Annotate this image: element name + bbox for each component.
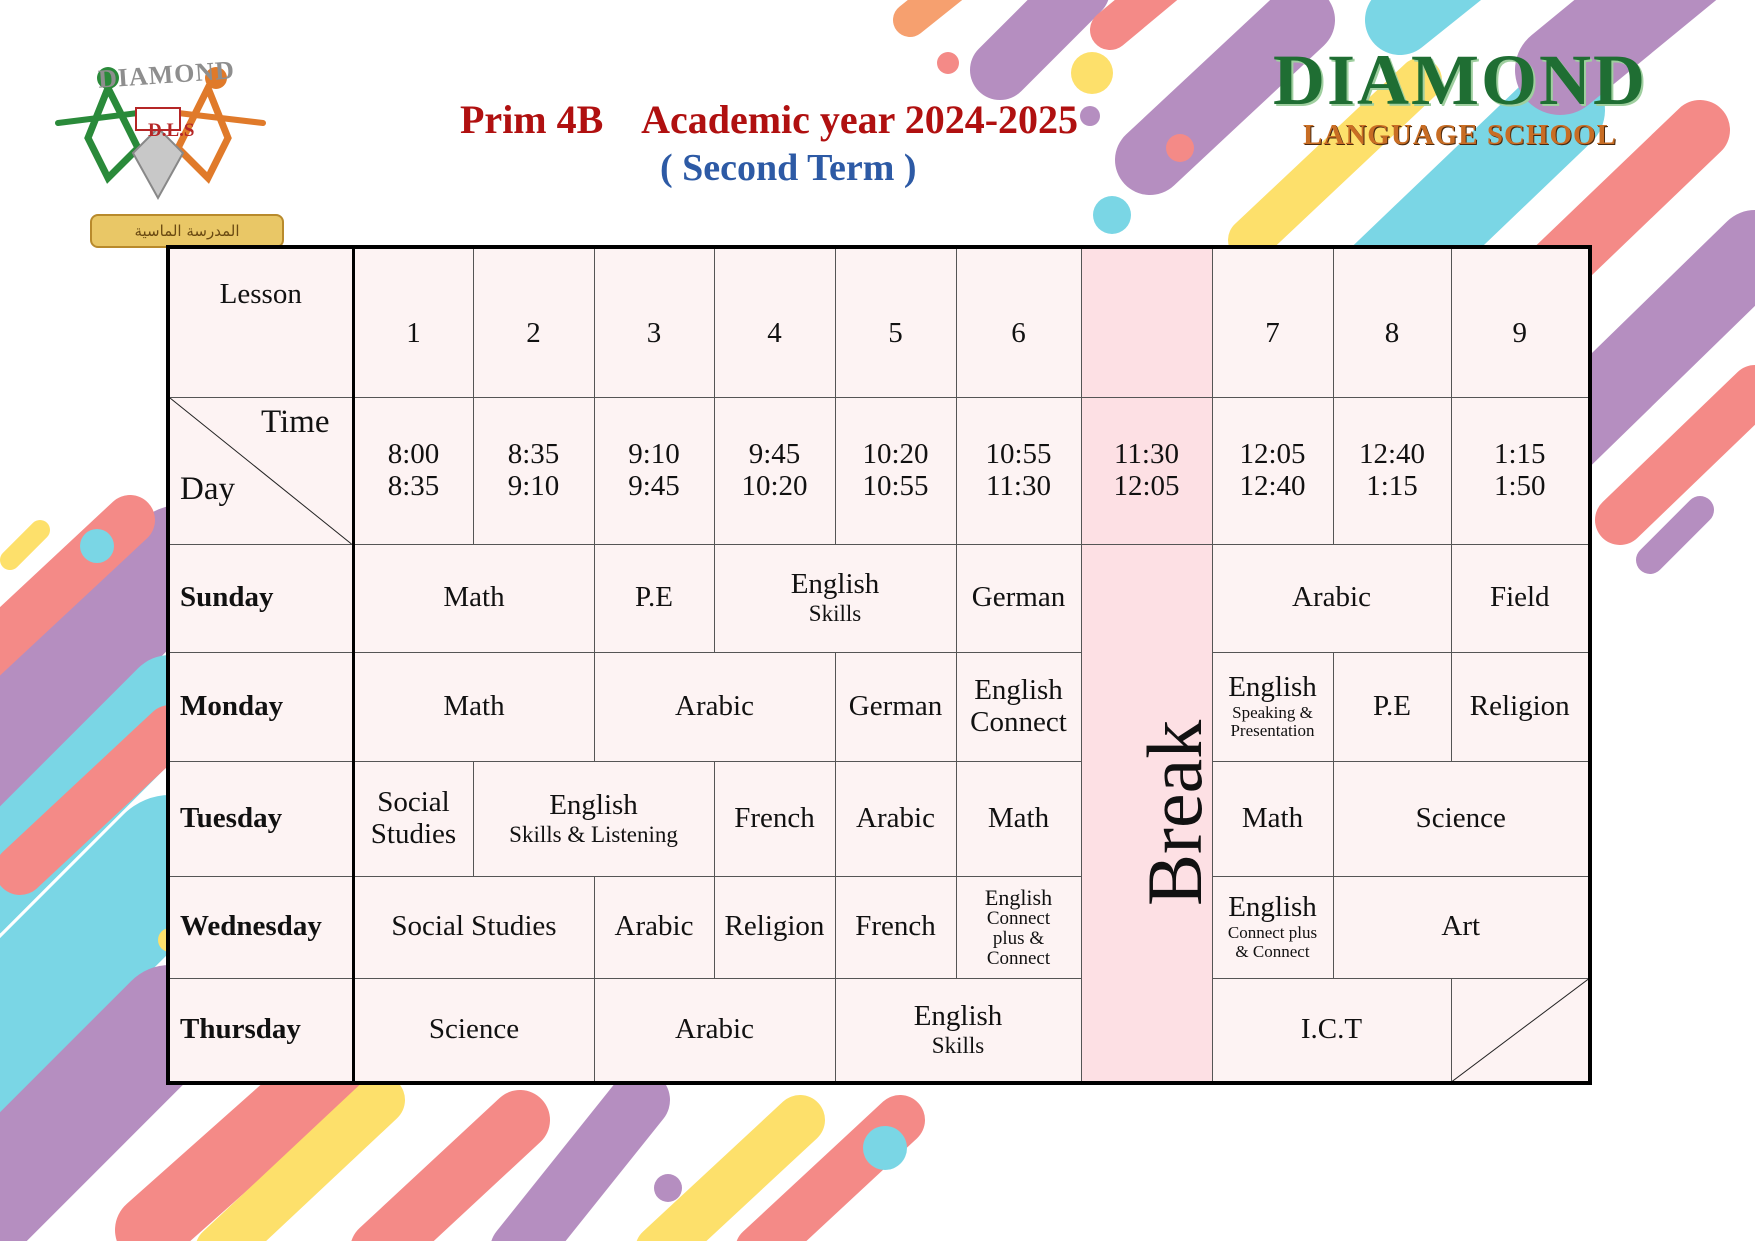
logo-ribbon: المدرسة الماسية xyxy=(90,214,284,248)
subject-cell: Math xyxy=(1212,761,1333,876)
subject-cell: Social Studies xyxy=(353,761,473,876)
time-slot: 10:20 10:55 xyxy=(835,397,956,544)
time-slot-break: 11:30 12:05 xyxy=(1081,397,1212,544)
break-label: Break xyxy=(1130,719,1218,906)
subject-cell: Science xyxy=(1333,761,1590,876)
subject-cell: Arabic xyxy=(594,876,714,978)
subject-cell: Arabic xyxy=(835,761,956,876)
day-row-tuesday xyxy=(168,761,1590,876)
empty-slot xyxy=(1451,978,1590,1083)
subject-cell: French xyxy=(835,876,956,978)
logo-initials: D.L.S xyxy=(148,120,195,141)
page-title: Prim 4B Academic year 2024-2025 xyxy=(460,97,1079,142)
subject-cell: Field xyxy=(1451,544,1590,652)
day-row-wednesday xyxy=(168,876,1590,978)
time-slot: 12:40 1:15 xyxy=(1333,397,1451,544)
subject-cell: English Speaking & Presentation xyxy=(1212,652,1333,761)
brand-name: DIAMOND xyxy=(1273,40,1647,120)
day-name: Monday xyxy=(168,652,353,761)
time-slot: 1:15 1:50 xyxy=(1451,397,1590,544)
subject-cell: Religion xyxy=(1451,652,1590,761)
time-slot: 8:00 8:35 xyxy=(353,397,473,544)
timetable xyxy=(166,245,1592,1085)
subject-cell: German xyxy=(956,544,1081,652)
lesson-number: 6 xyxy=(956,247,1081,397)
subject-cell: I.C.T xyxy=(1212,978,1451,1083)
brand-subtitle: LANGUAGE SCHOOL xyxy=(1303,119,1617,151)
break-column xyxy=(1081,544,1218,1083)
subject-cell: French xyxy=(714,761,835,876)
subject-cell: Arabic xyxy=(594,978,835,1083)
day-row-thursday xyxy=(168,978,1590,1083)
subject-cell: Science xyxy=(353,978,594,1083)
day-label: Day xyxy=(180,471,235,508)
time-label: Time xyxy=(261,403,330,440)
time-row xyxy=(168,397,1590,544)
subject-cell: English Connect xyxy=(956,652,1081,761)
subject-cell: Arabic xyxy=(1212,544,1451,652)
time-slot: 9:45 10:20 xyxy=(714,397,835,544)
subject-cell: German xyxy=(835,652,956,761)
subject-cell: English Skills xyxy=(835,978,1081,1083)
lesson-header: Lesson xyxy=(168,247,353,397)
day-name: Tuesday xyxy=(168,761,353,876)
day-name: Wednesday xyxy=(168,876,353,978)
subject-cell: P.E xyxy=(594,544,714,652)
subject-cell: P.E xyxy=(1333,652,1451,761)
subject-cell: English Skills xyxy=(714,544,956,652)
time-slot: 10:55 11:30 xyxy=(956,397,1081,544)
diagonal-line xyxy=(1452,979,1589,1082)
subject-cell: English Skills & Listening xyxy=(473,761,714,876)
day-row-monday xyxy=(168,652,1590,761)
break-header xyxy=(1081,247,1212,397)
subject-cell: Social Studies xyxy=(353,876,594,978)
lesson-number: 1 xyxy=(353,247,473,397)
subject-cell: Math xyxy=(353,544,594,652)
lesson-number-row xyxy=(168,247,1590,397)
lesson-number: 3 xyxy=(594,247,714,397)
lesson-number: 5 xyxy=(835,247,956,397)
subject-cell: English Connect plus & Connect xyxy=(956,876,1081,978)
page-subtitle: ( Second Term ) xyxy=(660,147,917,189)
lesson-number: 2 xyxy=(473,247,594,397)
time-day-header xyxy=(168,397,353,544)
subject-cell: Art xyxy=(1333,876,1590,978)
logo-wordmark: DIAMOND xyxy=(97,55,236,94)
lesson-number: 4 xyxy=(714,247,835,397)
subject-cell: Math xyxy=(956,761,1081,876)
day-name: Sunday xyxy=(168,544,353,652)
lesson-number: 9 xyxy=(1451,247,1590,397)
subject-cell: Arabic xyxy=(594,652,835,761)
school-logo xyxy=(28,28,288,238)
subject-cell: English Connect plus & Connect xyxy=(1212,876,1333,978)
day-row-sunday xyxy=(168,544,1590,652)
day-name: Thursday xyxy=(168,978,353,1083)
time-slot: 9:10 9:45 xyxy=(594,397,714,544)
time-slot: 8:35 9:10 xyxy=(473,397,594,544)
subject-cell: Math xyxy=(353,652,594,761)
school-brand xyxy=(1245,42,1675,152)
lesson-number: 8 xyxy=(1333,247,1451,397)
lesson-number: 7 xyxy=(1212,247,1333,397)
subject-cell: Religion xyxy=(714,876,835,978)
time-slot: 12:05 12:40 xyxy=(1212,397,1333,544)
